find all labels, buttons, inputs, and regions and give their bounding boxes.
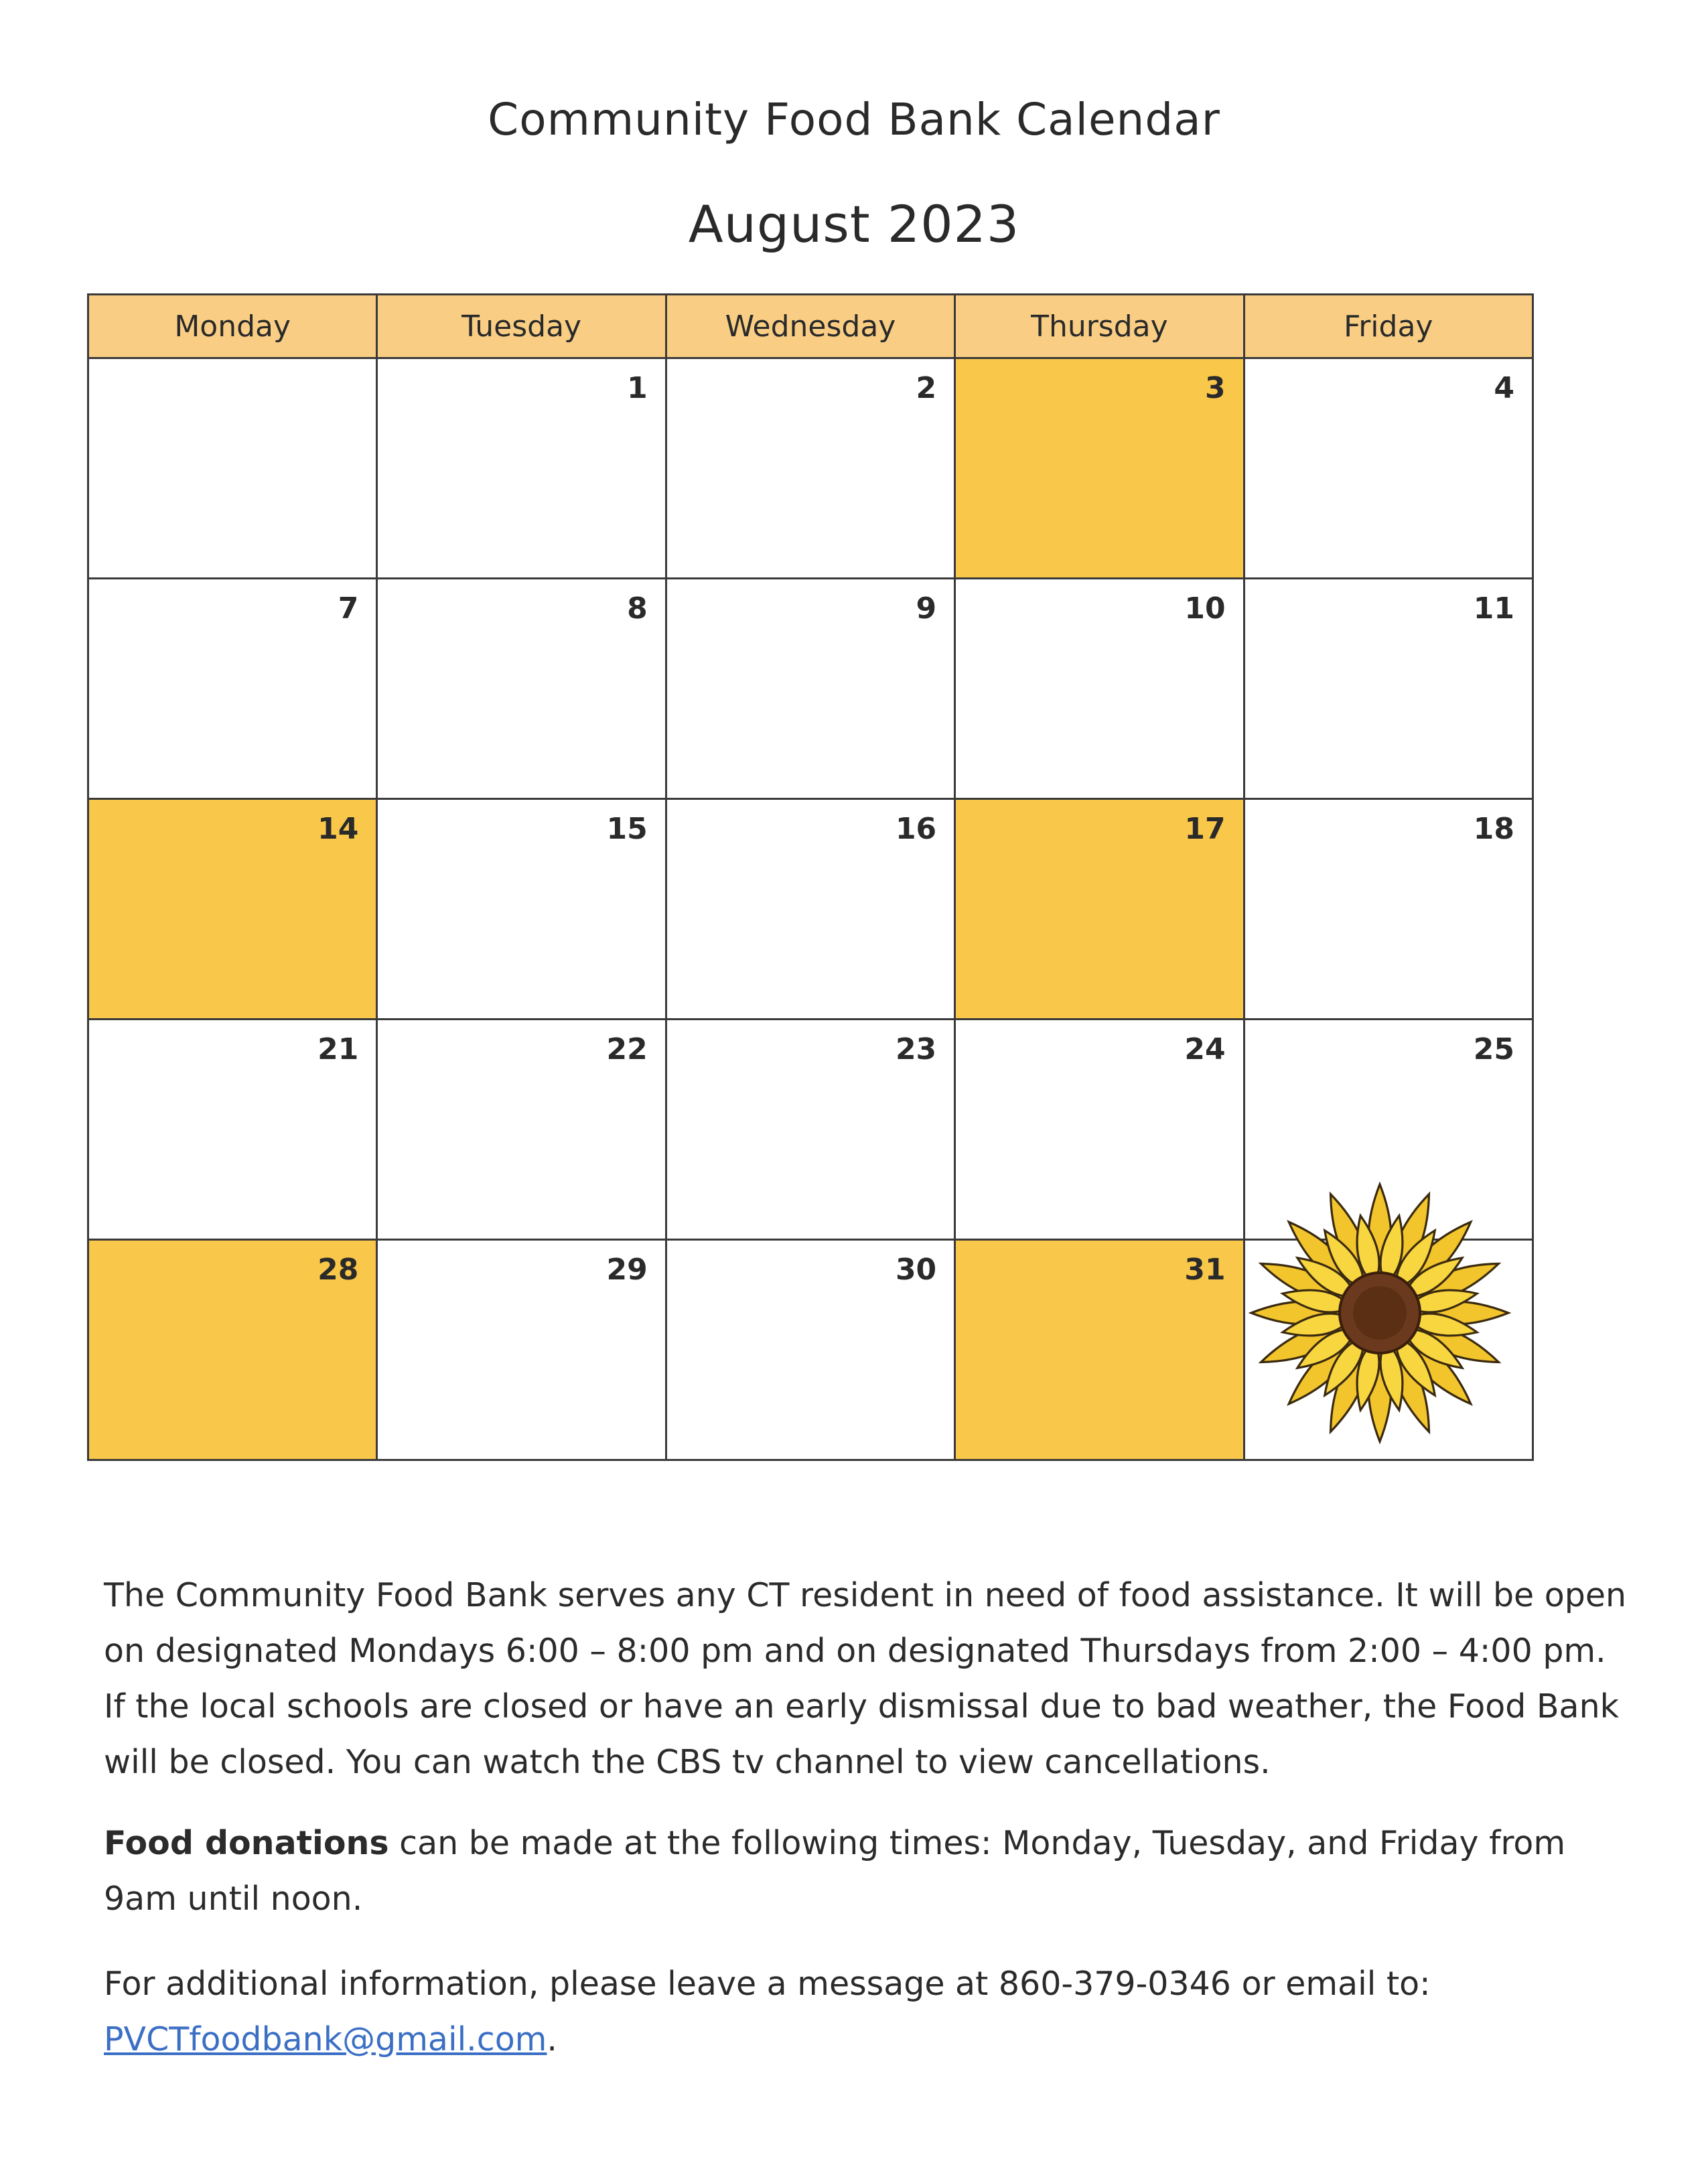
page-title: Community Food Bank Calendar bbox=[488, 94, 1220, 145]
donations-text: can be made at the following times: Monday, Tuesday, and Friday from 9am until noon. bbox=[104, 1824, 1566, 1918]
day-number: 7 bbox=[338, 591, 359, 626]
day-number: 14 bbox=[317, 812, 359, 846]
day-cell-open bbox=[88, 799, 377, 1020]
day-number: 11 bbox=[1473, 591, 1514, 626]
day-cell bbox=[1244, 799, 1533, 1020]
day-number: 8 bbox=[627, 591, 648, 626]
day-cell bbox=[377, 1020, 666, 1240]
day-number: 4 bbox=[1494, 371, 1514, 405]
day-cell bbox=[666, 579, 954, 799]
day-number: 2 bbox=[916, 371, 937, 405]
week-row bbox=[88, 799, 1533, 1020]
day-cell bbox=[666, 1240, 954, 1460]
weekday-friday: Friday bbox=[1244, 295, 1533, 358]
day-cell bbox=[88, 579, 377, 799]
info-paragraph: The Community Food Bank serves any CT resident in need of food assistance. It will be open on designated Mondays 6:00 – 8:00 pm and on designated Thursdays from 2:00 – 4:00 pm. If the local schools are closed or have an early dismissal due to bad weather, the Food Bank will be closed. You can watch the CBS tv channel to view cancellations. bbox=[104, 1576, 1627, 1781]
day-number: 9 bbox=[916, 591, 937, 626]
day-number: 22 bbox=[606, 1032, 648, 1066]
day-cell-open bbox=[955, 358, 1244, 579]
day-cell bbox=[1244, 358, 1533, 579]
day-number: 17 bbox=[1184, 812, 1226, 846]
day-number: 10 bbox=[1184, 591, 1226, 626]
day-cell-open bbox=[955, 799, 1244, 1020]
day-number: 29 bbox=[606, 1253, 648, 1287]
day-cell-open bbox=[955, 1240, 1244, 1460]
weekday-header-row bbox=[88, 295, 1533, 358]
day-number: 24 bbox=[1184, 1032, 1226, 1066]
weekday-monday: Monday bbox=[88, 295, 377, 358]
day-cell bbox=[666, 799, 954, 1020]
sunflower-icon bbox=[1246, 1179, 1514, 1447]
contact-paragraph bbox=[104, 1956, 1631, 2067]
day-cell bbox=[377, 799, 666, 1020]
day-cell bbox=[666, 358, 954, 579]
day-number: 23 bbox=[895, 1032, 937, 1066]
day-number: 18 bbox=[1473, 812, 1514, 846]
day-cell bbox=[88, 1020, 377, 1240]
day-cell bbox=[1244, 579, 1533, 799]
weekday-thursday: Thursday bbox=[955, 295, 1244, 358]
day-cell bbox=[955, 579, 1244, 799]
day-number: 21 bbox=[317, 1032, 359, 1066]
day-number: 30 bbox=[895, 1253, 937, 1287]
day-number: 31 bbox=[1184, 1253, 1226, 1287]
week-row bbox=[88, 358, 1533, 579]
day-number: 1 bbox=[627, 371, 648, 405]
day-number: 25 bbox=[1473, 1032, 1514, 1066]
sunflower-center-inner bbox=[1353, 1286, 1407, 1340]
month-title: August 2023 bbox=[688, 194, 1020, 254]
day-cell bbox=[377, 1240, 666, 1460]
day-cell bbox=[88, 358, 377, 579]
donations-paragraph bbox=[104, 1815, 1631, 1927]
week-row bbox=[88, 579, 1533, 799]
day-number: 3 bbox=[1204, 371, 1226, 405]
day-cell bbox=[666, 1020, 954, 1240]
day-number: 16 bbox=[895, 812, 937, 846]
day-cell bbox=[377, 579, 666, 799]
weekday-wednesday: Wednesday bbox=[666, 295, 954, 358]
day-number: 28 bbox=[317, 1253, 359, 1287]
day-cell-open bbox=[88, 1240, 377, 1460]
contact-end: . bbox=[547, 2020, 557, 2058]
donations-label: Food donations bbox=[104, 1824, 389, 1862]
day-cell bbox=[377, 358, 666, 579]
day-cell bbox=[955, 1020, 1244, 1240]
day-number: 15 bbox=[606, 812, 648, 846]
contact-text: For additional information, please leave a message at 860-379-0346 or email to: bbox=[104, 1965, 1431, 2003]
weekday-tuesday: Tuesday bbox=[377, 295, 666, 358]
email-link[interactable]: PVCTfoodbank@gmail.com bbox=[104, 2020, 547, 2058]
